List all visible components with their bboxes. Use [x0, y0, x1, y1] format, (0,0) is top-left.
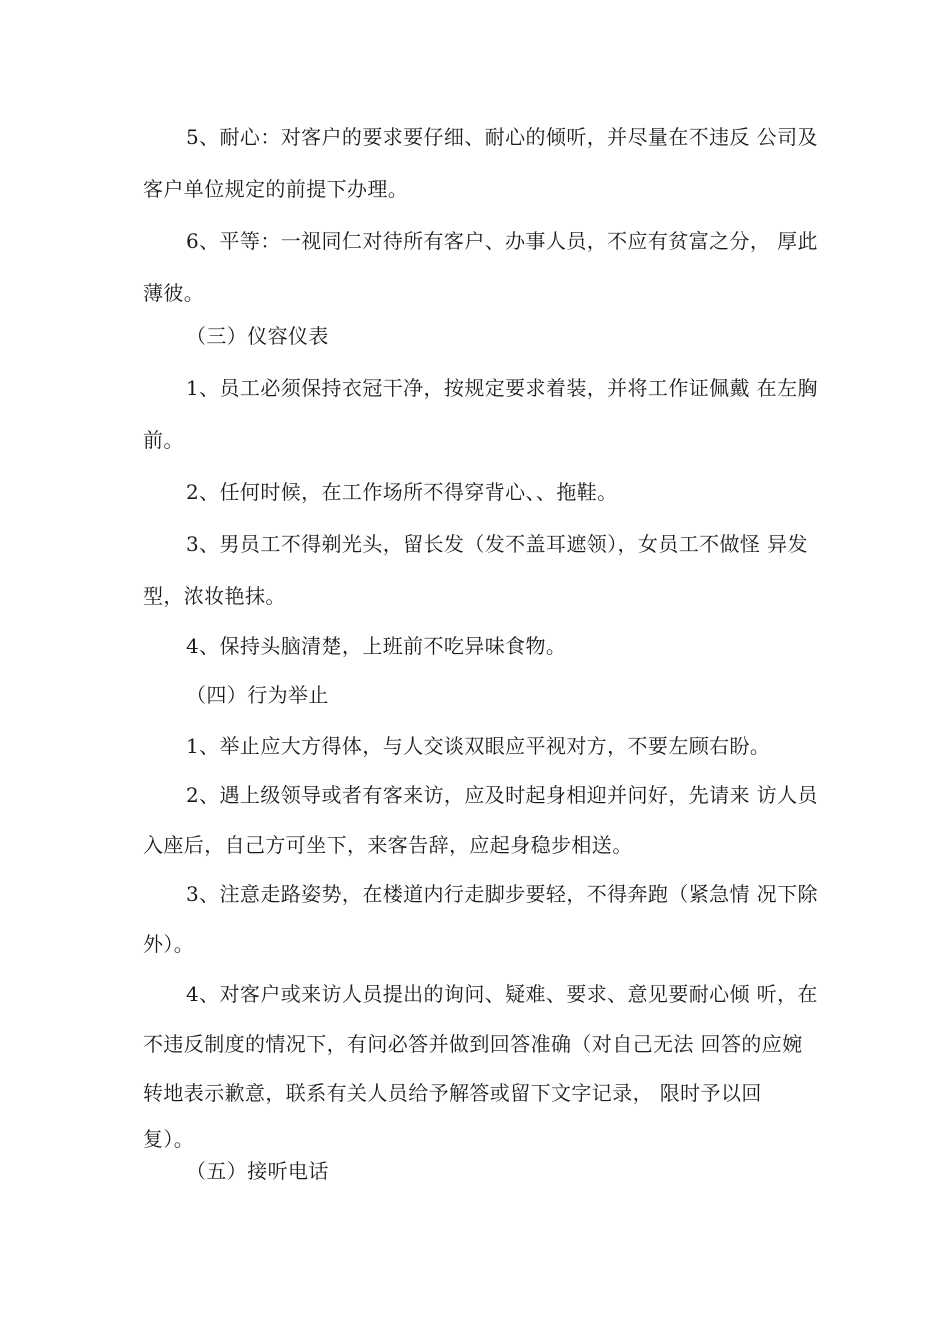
paragraph-line: 前。	[143, 428, 184, 452]
paragraph-line: 2、任何时候，在工作场所不得穿背心、、拖鞋。	[186, 480, 618, 504]
paragraph-line: 外）。	[143, 932, 195, 956]
paragraph-line: 1、员工必须保持衣冠干净，按规定要求着装，并将工作证佩戴 在左胸	[186, 376, 818, 400]
paragraph-line: 2、遇上级领导或者有客来访，应及时起身相迎并问好，先请来 访人员	[186, 783, 818, 807]
paragraph-line: 6、平等：一视同仁对待所有客户、办事人员，不应有贫富之分， 厚此	[186, 229, 818, 253]
paragraph-line: 5、耐心：对客户的要求要仔细、耐心的倾听，并尽量在不违反 公司及	[186, 125, 818, 149]
section-heading: （四）行为举止	[186, 683, 329, 707]
paragraph-line: 1、举止应大方得体，与人交谈双眼应平视对方，不要左顾右盼。	[186, 734, 771, 758]
paragraph-line: 薄彼。	[143, 281, 205, 305]
paragraph-line: 4、对客户或来访人员提出的询问、疑难、要求、意见要耐心倾 听，在	[186, 982, 818, 1006]
section-heading: （三）仪容仪表	[186, 324, 329, 348]
paragraph-line: 4、保持头脑清楚，上班前不吃异味食物。	[186, 634, 567, 658]
paragraph-line: 入座后，自己方可坐下，来客告辞，应起身稳步相送。	[143, 833, 633, 857]
section-heading: （五）接听电话	[186, 1159, 329, 1183]
paragraph-line: 型，浓妆艳抹。	[143, 584, 286, 608]
paragraph-line: 转地表示歉意，联系有关人员给予解答或留下文字记录， 限时予以回	[143, 1081, 762, 1105]
paragraph-line: 客户单位规定的前提下办理。	[143, 177, 409, 201]
paragraph-line: 复）。	[143, 1127, 195, 1151]
paragraph-line: 不违反制度的情况下，有问必答并做到回答准确（对自己无法 回答的应婉	[143, 1032, 803, 1056]
paragraph-line: 3、男员工不得剃光头，留长发（发不盖耳遮领），女员工不做怪 异发	[186, 532, 808, 556]
paragraph-line: 3、注意走路姿势，在楼道内行走脚步要轻，不得奔跑（紧急情 况下除	[186, 882, 818, 906]
